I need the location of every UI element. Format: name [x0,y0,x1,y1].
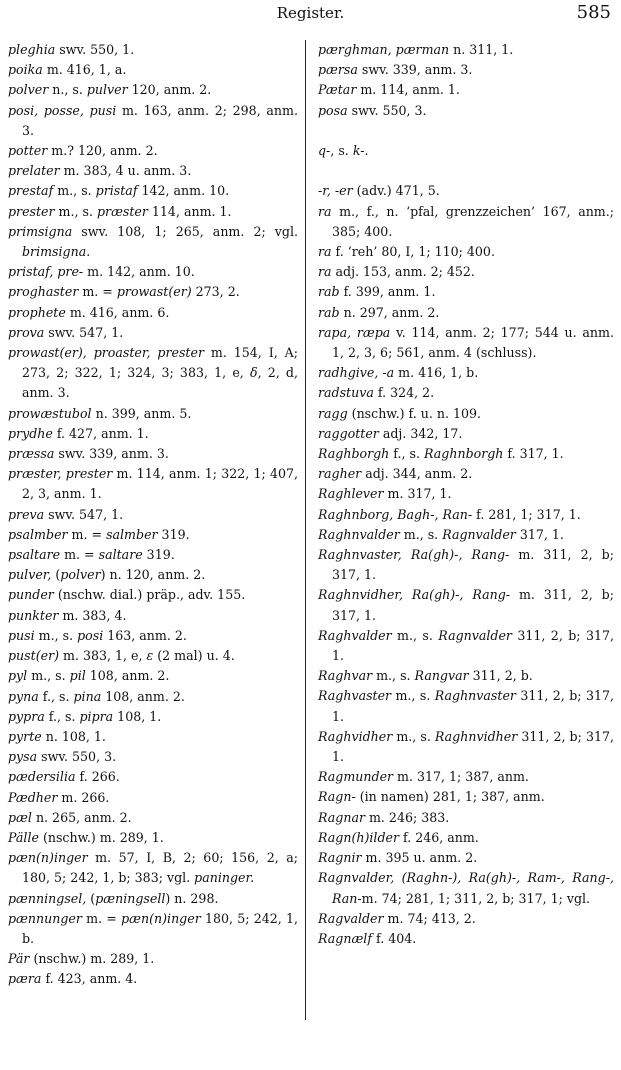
reference-text: m., s. [391,688,435,704]
index-entry [318,303,614,323]
reference-text: (nschw.) m. 289, 1. [38,829,164,845]
reference-text: m. 154, I, A; 273, 2; 322, 1; 324, 3; 383, 1, e, [22,345,298,381]
reference-text: m. 416, anm. 6. [65,304,170,320]
headword: saltare [98,547,143,563]
reference-text: f. ‘reh’ 80, I, 1; 110; 400. [331,244,495,259]
index-entry [8,161,298,181]
index-entry [8,80,298,100]
headword: ragg [318,405,348,421]
headword: k- [352,143,365,158]
index-entry [318,686,614,726]
index-entry [8,747,298,767]
headword: Ragnvalder [438,627,512,643]
index-entry [318,101,614,121]
reference-text: v. 114, anm. 2; 177; 544 u. anm. 1, 2, 3, 6; 561, anm. 4 (schluss). [332,324,614,361]
headword: pyna [8,688,39,704]
index-entry [8,303,298,323]
index-entry [8,323,298,343]
headword: preva [8,506,45,522]
headword: prestaf [8,183,54,199]
reference-text: m. = [67,526,107,542]
headword: pyl [8,668,28,684]
headword: Pär [8,951,30,967]
reference-text: m. = [81,910,122,926]
headword: pæningsell [95,890,166,906]
blank-line [318,121,614,141]
index-entry [318,444,614,464]
headword: pristaf, pre- [8,264,84,280]
headword: prowast(er), proaster, prester [8,345,204,361]
reference-text: n. 297, anm. 2. [339,304,440,320]
reference-text: m. 383, 1, e, [59,648,147,664]
headword: primsigna [8,223,73,239]
index-entry [8,202,298,222]
index-entry [8,707,298,727]
index-entry [318,202,614,242]
headword: prelater [8,163,60,179]
index-entry [8,949,298,969]
index-entry [318,828,614,848]
headword: proghaster [8,284,79,300]
index-entry [318,545,614,585]
index-entry [8,545,298,565]
headword: punkter [8,607,59,623]
index-entry [8,424,298,444]
headword: Rangvar [414,668,469,684]
headword: Raghnborg, Bagh-, Ran- [318,506,473,522]
index-entry [8,181,298,201]
reference-text: 273, 2. [191,284,240,300]
index-entry [318,787,614,807]
index-entry [318,929,614,949]
reference-text: m., s. [372,668,415,684]
reference-text: m. 246; 383. [364,809,450,825]
reference-text: 319. [157,526,190,542]
headword: Ragnir [318,850,362,866]
reference-text: f. 404. [371,930,417,946]
reference-text: m. 311, 2, b; 317, 1. [332,587,614,623]
index-entry [8,404,298,424]
index-entry [8,60,298,80]
headword: ra [318,203,332,219]
index-entry [318,60,614,80]
reference-text: f. 246, anm. [398,829,479,845]
index-entry [8,626,298,646]
headword: poika [8,62,43,78]
index-entry [318,727,614,767]
headword: præster [96,203,148,219]
headword: salmber [106,526,158,542]
index-entry [318,262,614,282]
index-entry [318,181,614,201]
headword: q- [318,143,331,158]
reference-text: (adv.) 471, 5. [352,183,440,199]
headword: pæn(n)inger [121,910,201,926]
reference-text: m., s. [392,728,435,744]
headword: pænningsel, [8,890,87,906]
headword: prydhe [8,425,53,441]
reference-text: m. 266. [57,789,110,805]
reference-text: (in namen) 281, 1; 387, anm. [355,789,545,805]
headword: Raghnvalder [318,526,400,542]
reference-text: m. 317, 1. [383,486,452,502]
headword: Raghlever [318,486,384,502]
headword: Raghnvaster [434,688,516,704]
reference-text: swv. 550, 3. [37,749,117,765]
index-entry [8,565,298,585]
headword: Raghnvidher, Ra(gh)-, Rang- [318,587,511,603]
headword: Ragn(h)ilder [318,829,399,845]
index-entry [8,909,298,949]
headword: δ [249,365,258,381]
headword: Ragnar [318,809,365,825]
reference-text: (nschw.) f. u. n. 109. [347,405,482,421]
reference-text: 311, 2, b. [468,668,533,684]
reference-text: m. = [60,547,99,563]
index-entry [8,222,298,262]
reference-text: 163, anm. 2. [103,627,187,643]
headword: rapa, ræpa [318,324,391,340]
running-title: Register. [276,4,345,22]
reference-text: m.? 120, anm. 2. [47,143,158,159]
headword: Ragnvalder, (Raghn-), Ra(gh)-, Ram-, Rang-, Ran- [318,870,614,906]
reference-text: n. 108, 1. [41,728,106,744]
reference-text: n., s. [48,82,87,98]
reference-text: m., s. [391,627,439,643]
reference-text: 180, 5; 242, 1, b. [22,910,298,946]
index-entry [318,626,614,666]
index-entry [318,363,614,383]
index-entry [318,808,614,828]
index-entry [318,484,614,504]
index-entry [8,767,298,787]
reference-text: 114, anm. 1. [147,203,232,219]
reference-text: 142, anm. 10. [137,183,230,199]
reference-text: , 2, d, anm. 3. [22,365,298,401]
headword: raggotter [318,425,379,441]
left-column [8,40,298,990]
reference-text: (nschw. dial.) präp., adv. 155. [53,587,246,603]
headword: pæra [8,971,42,987]
reference-text: swv. 550, 3. [347,102,427,118]
headword: ra [318,264,332,280]
index-entry [318,464,614,484]
headword: Raghnvaster, Ra(gh)-, Rang- [318,547,510,563]
reference-text: 311, 2, b; 317, 1. [332,627,614,664]
reference-text: ( [51,567,61,583]
reference-text: 317, 1. [515,526,564,542]
reference-text: m., s. [53,183,96,199]
reference-text: m., s. [54,203,97,219]
reference-text: m. 74; 413, 2. [383,910,476,926]
index-entry [318,868,614,908]
reference-text: m. 416, 1, a. [42,62,127,78]
reference-text: m. 395 u. anm. 2. [361,850,478,866]
headword: pulver [86,82,128,98]
headword: pædersilia [8,769,76,785]
index-entry [8,666,298,686]
reference-text: 108, anm. 2. [85,668,170,684]
headword: pærghman, pærman [318,42,450,57]
index-entry [8,969,298,989]
reference-text: swv. 547, 1. [44,324,124,340]
headword: polver [60,567,101,583]
reference-text: adj. 153, anm. 2; 452. [331,264,475,280]
headword: Raghvar [318,668,373,684]
reference-text: m. 383, 4. [58,607,127,623]
index-entry [318,585,614,625]
headword: ragher [318,466,362,482]
index-entry [318,80,614,100]
reference-text: f., s. [389,446,424,462]
headword: Raghnborgh [424,446,504,462]
reference-text: n. 399, anm. 5. [91,405,192,421]
headword: posi [77,627,104,643]
headword: paninger. [194,870,255,886]
reference-text: f. 423, anm. 4. [41,971,138,987]
reference-text: adj. 342, 17. [378,425,463,441]
reference-text: m. 114, anm. 1; 322, 1; 407, 2, 3, anm. 1. [22,466,298,502]
headword: psalmber [8,526,68,542]
headword: radhgive, -a [318,365,395,381]
headword: pusi [8,627,35,643]
index-entry [8,101,298,141]
index-entry [318,848,614,868]
reference-text: f. 427, anm. 1. [52,425,149,441]
reference-text: m. = [78,284,117,300]
headword: posi, posse, pusi [8,102,117,118]
headword: -r, -er [318,183,353,199]
index-entry [8,828,298,848]
headword: prester [8,203,55,219]
headword: Ragn- [318,789,356,805]
reference-text: ( [86,890,96,906]
headword: Raghnvidher [434,728,518,744]
index-entry [318,666,614,686]
index-entry [8,40,298,60]
headword: pust(er) [8,648,59,664]
blank-line [318,161,614,181]
headword: pulver, [8,567,52,583]
reference-text: f. 317, 1. [503,446,564,462]
index-entry [8,262,298,282]
reference-text: swv. 108, 1; 265, anm. 2; vgl. [72,223,298,239]
index-entry [8,343,298,404]
page-number: 585 [576,2,611,23]
index-entry [8,788,298,808]
reference-text: adj. 344, anm. 2. [361,466,473,482]
index-entry [318,909,614,929]
index-entry [318,424,614,444]
index-entry [318,404,614,424]
headword: brimsigna. [22,244,91,260]
headword: pipra [79,708,114,724]
headword: potter [8,143,48,159]
index-entry [8,646,298,666]
index-entry [318,525,614,545]
headword: Raghborgh [318,446,390,462]
reference-text: m. 416, 1, b. [394,365,479,381]
reference-text: ) n. 298. [165,890,219,906]
headword: præssa [8,446,55,462]
page-header [0,2,621,26]
index-entry [318,282,614,302]
headword: præster, prester [8,466,113,482]
headword: Raghvidher [318,728,393,744]
headword: posa [318,102,348,118]
reference-text: f., s. [38,688,74,704]
reference-text: m. 114, anm. 1. [356,82,460,98]
reference-text: 108, anm. 2. [101,688,185,704]
headword: rab [318,304,340,320]
index-entry [8,889,298,909]
headword: prova [8,324,45,340]
headword: Ragnvalder [442,526,516,542]
headword: Ragvalder [318,910,384,926]
index-entry [8,808,298,828]
headword: pænnunger [8,910,82,926]
headword: psaltare [8,547,61,563]
headword: Pætar [318,82,357,98]
reference-text: 120, anm. 2. [127,82,212,98]
reference-text: 108, 1. [113,708,162,724]
reference-text: (2 mal) u. 4. [153,648,235,664]
headword: pil [69,668,86,684]
index-entry [8,505,298,525]
headword: Ragmunder [318,769,394,785]
index-entry [318,767,614,787]
index-entry [318,242,614,262]
reference-text: m., s. [34,627,78,643]
reference-text: m. 74; 281, 1; 311, 2, b; 317, 1; vgl. [361,890,591,906]
reference-text: n. 311, 1. [449,42,514,57]
index-entry [318,383,614,403]
headword: pyrte [8,728,42,744]
reference-text: m., s. [27,668,70,684]
index-entry [8,848,298,888]
headword: ra [318,244,332,259]
column-divider [305,40,306,1020]
headword: rab [318,284,340,300]
reference-text: m. 383, 4 u. anm. 3. [59,163,192,179]
reference-text: f., s. [44,708,80,724]
headword: pina [73,688,102,704]
reference-text: f. 281, 1; 317, 1. [472,506,581,522]
headword: prophete [8,304,66,320]
headword: Raghvalder [318,627,392,643]
headword: polver [8,82,49,98]
reference-text: f. 399, anm. 1. [339,284,436,300]
headword: pleghia [8,42,56,57]
index-entry [318,141,614,161]
reference-text: , s. [330,143,353,158]
headword: Raghvaster [318,688,392,704]
reference-text: m. 142, anm. 10. [83,264,195,280]
index-entry [8,727,298,747]
headword: Pædher [8,789,58,805]
reference-text: (nschw.) m. 289, 1. [29,951,155,967]
reference-text: swv. 339, anm. 3. [357,62,473,78]
reference-text: m., s. [399,526,443,542]
headword: pæn(n)inger [8,850,88,866]
reference-text: m. 317, 1; 387, anm. [393,769,529,785]
headword: pærsa [318,62,358,78]
index-entry [8,464,298,504]
headword: prowæstubol [8,405,92,421]
reference-text: 319. [142,547,175,563]
headword: prowast(er) [116,284,192,300]
reference-text: f. 266. [75,769,120,785]
headword: punder [8,587,54,603]
headword: Pälle [8,829,39,845]
index-entry [8,444,298,464]
index-entry [318,40,614,60]
headword: ε [146,648,154,664]
headword: pristaf [95,183,138,199]
index-entry [318,505,614,525]
reference-text: ) n. 120, anm. 2. [100,567,206,583]
reference-text: . [364,143,369,158]
reference-text: 311, 2, b; 317, 1. [332,688,614,724]
index-entry [8,585,298,605]
reference-text: m., f., n. ‘pfal, grenzzeichen’ 167, anm.; 385; 400. [331,203,614,239]
index-entry [8,141,298,161]
index-entry [8,606,298,626]
reference-text: m. 57, I, B, 2; 60; 156, 2, a; 180, 5; 242, 1, b; 383; vgl. [22,850,298,886]
headword: pypra [8,708,45,724]
reference-text: swv. 547, 1. [44,506,124,522]
index-entry [318,323,614,363]
reference-text: swv. 339, anm. 3. [54,446,169,462]
index-entry [8,282,298,302]
headword: pysa [8,749,38,765]
index-entry [8,525,298,545]
right-column [318,40,614,949]
index-entry [8,687,298,707]
reference-text: swv. 550, 1. [55,42,135,57]
reference-text: 311, 2, b; 317, 1. [332,728,614,765]
headword: Ragnælf [318,930,372,946]
reference-text: m. 163, anm. 2; 298, anm. 3. [22,102,298,138]
reference-text: f. 324, 2. [373,385,435,401]
reference-text: m. 311, 2, b; 317, 1. [332,547,614,583]
headword: pæl [8,809,32,825]
headword: radstuva [318,385,374,401]
reference-text: n. 265, anm. 2. [31,809,132,825]
